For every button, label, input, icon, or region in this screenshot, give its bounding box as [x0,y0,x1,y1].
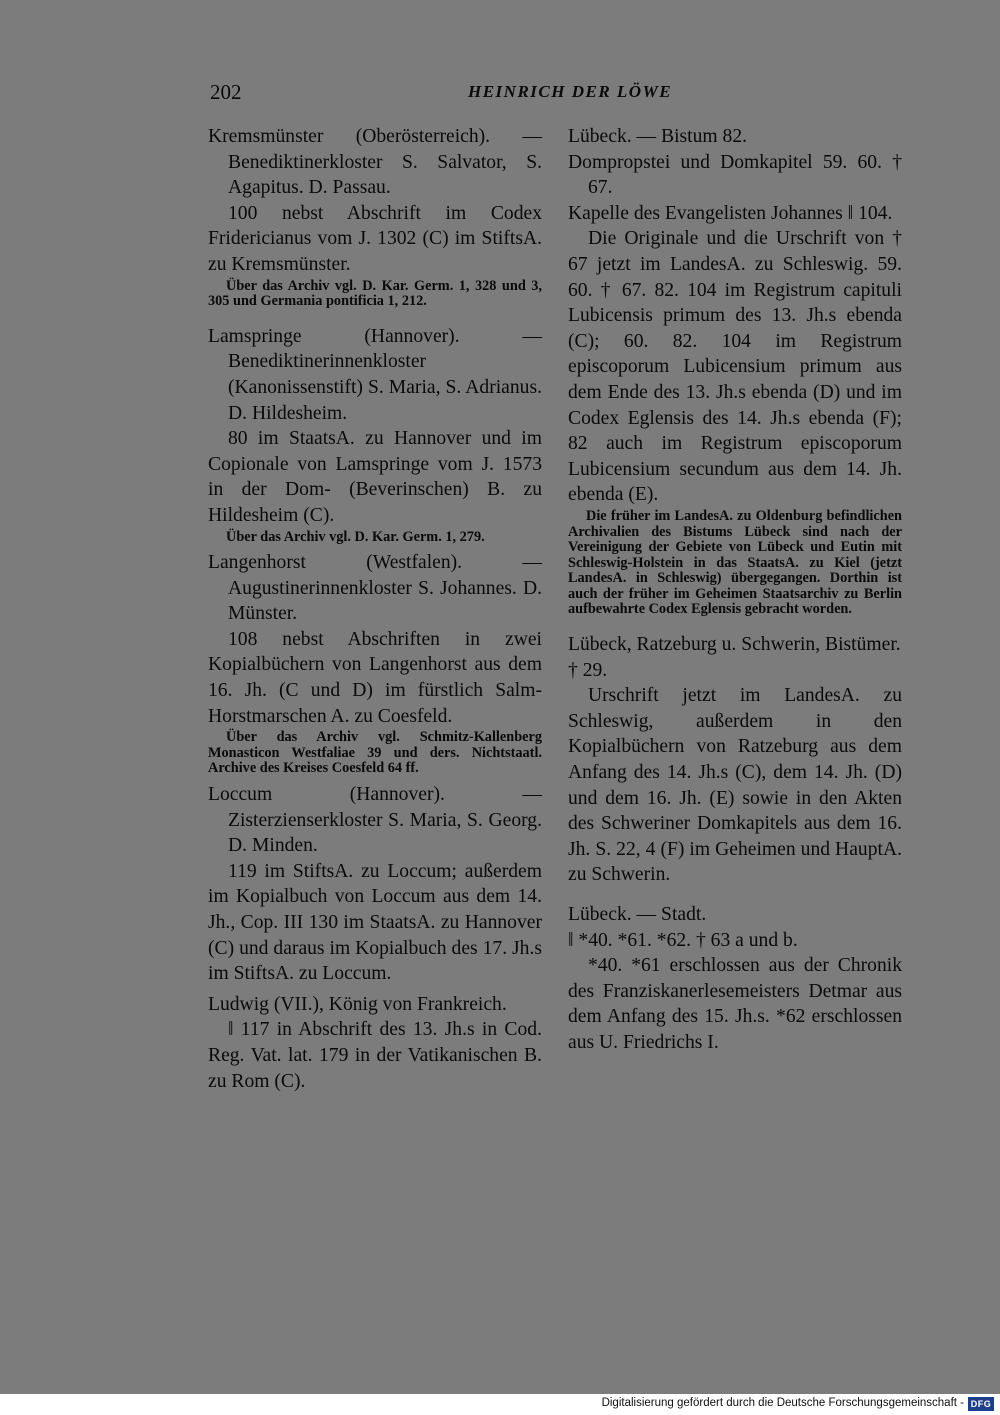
funding-notice: Digitalisierung gefördert durch die Deutsche Forschungsgemeinschaft - [601,1397,964,1409]
entry-luebeck-ratzeburg [568,632,902,888]
entry-luebeck-stadt [568,902,902,1056]
running-head: HEINRICH DER LÖWE [468,82,673,101]
entry-subheading: ‖ *40. *61. *62. † 63 a und b. [568,929,798,951]
entry-body: 119 im StiftsA. zu Loccum; außerdem im Kopialbuch von Loccum aus dem 14. Jh., Cop. III 130 im StaatsA. zu Hannover (C) und daraus im Kopialbuch des 17. Jh.s im StiftsA. zu Loccum. [208,860,542,985]
entry-langenhorst [208,550,542,777]
entry-note: Die früher im LandesA. zu Oldenburg befindlichen Archivalien des Bistums Lübeck sind nach der Vereinigung der Gebiete von Lübeck und Eutin mit Schleswig-Holstein in das StaatsA. zu Kiel (jetzt LandesA. in Schleswig) übergegangen. Dorthin ist auch der früher im Geheimen Staatsarchiv zu Berlin aufbewahrte Codex Eglensis gebracht worden. [568,507,902,618]
entry-body: 100 nebst Abschrift im Codex Fridericianus vom J. 1302 (C) im StiftsA. zu Kremsmünster. [208,202,542,275]
entry-note: Über das Archiv vgl. Schmitz-Kallenberg Monasticon Westfaliae 39 und ders. Nichtstaatl. Archive des Kreises Coesfeld 64 ff. [208,729,542,777]
entry-heading: Lübeck. — Stadt. [568,904,707,925]
entry-note: Über das Archiv vgl. D. Kar. Germ. 1, 279. [226,528,485,545]
entry-heading: Ludwig (VII.), König von Frankreich. [208,993,507,1015]
entry-heading: Kremsmünster (Oberösterreich). — Benediktinerkloster S. Salvator, S. Agapitus. D. Passau. [208,126,542,199]
entry-body: *40. *61 erschlossen aus der Chronik des Franziskanerlesemeisters Detmar aus dem Anfang des 15. Jh.s. *62 erschlossen aus U. Friedrichs I. [568,955,902,1053]
entry-heading: Loccum (Hannover). — Zisterzienserkloster S. Maria, S. Georg. D. Minden. [208,784,542,857]
left-column [208,124,542,1094]
entry-heading: Lübeck. — Bistum 82. [568,126,748,147]
entry-body: Die Originale und die Urschrift von † 67 jetzt im LandesA. zu Schleswig. 59. 60. † 67. 82. 104 im Registrum capituli Lubicensis primum des 13. Jh.s ebenda (C); 60. 82. 104 im Registrum episcoporum Lubicensium primum aus dem Ende des 13. Jh.s ebenda (D) und im Codex Eglensis des 14. Jh.s ebenda (F); 82 auch im Registrum episcoporum Lubicensium secundum aus dem 14. Jh. ebenda (E). [568,228,902,506]
footer-bar [0,1394,1000,1415]
entry-note: Über das Archiv vgl. D. Kar. Germ. 1, 328 und 3, 305 und Germania pontificia 1, 212. [208,277,542,310]
page-number: 202 [210,80,242,104]
right-column [568,124,902,1056]
entry-subheading: Dompropstei und Domkapitel 59. 60. † 67. [568,151,902,199]
entry-body: 80 im StaatsA. zu Hannover und im Copionale von Lamspringe vom J. 1573 in der Dom- (Beverinschen) B. zu Hildesheim (C). [208,428,542,526]
entry-heading: Lamspringe (Hannover). — Benediktinerinnenkloster (Kanonissenstift) S. Maria, S. Adrianus. D. Hildesheim. [208,325,542,424]
entry-subheading: † 29. [568,659,608,681]
entry-kremsmuenster [208,124,542,310]
entry-heading: Langenhorst (Westfalen). — Augustinerinnenkloster S. Johannes. D. Münster. [208,552,542,625]
entry-loccum [208,782,542,987]
entry-subheading: Kapelle des Evangelisten Johannes ‖ 104. [568,202,893,224]
entry-heading: Lübeck, Ratzeburg u. Schwerin, Bistümer. [568,634,901,656]
entry-luebeck-bistum [568,124,902,618]
page-header [210,80,902,108]
entry-body: Urschrift jetzt im LandesA. zu Schleswig, außerdem in den Kopialbüchern von Ratzeburg aus dem Anfang des 14. Jh.s (C), dem 14. Jh. (D) und dem 16. Jh. (E) sowie in den Akten des Schweriner Domkapitels aus dem 16. Jh. S. 22, 4 (F) im Geheimen und HauptA. zu Schwerin. [568,685,902,886]
entry-body: ‖ 117 in Abschrift des 13. Jh.s in Cod. Reg. Vat. lat. 179 in der Vatikanischen B. zu Rom (C). [208,1019,542,1092]
entry-ludwig [208,992,542,1094]
dfg-logo: DFG [968,1397,994,1411]
entry-lamspringe [208,324,542,545]
entry-body: 108 nebst Abschriften in zwei Kopialbüchern von Langenhorst aus dem 16. Jh. (C und D) im fürstlich Salm-Horstmarschen A. zu Coesfeld. [208,628,542,727]
